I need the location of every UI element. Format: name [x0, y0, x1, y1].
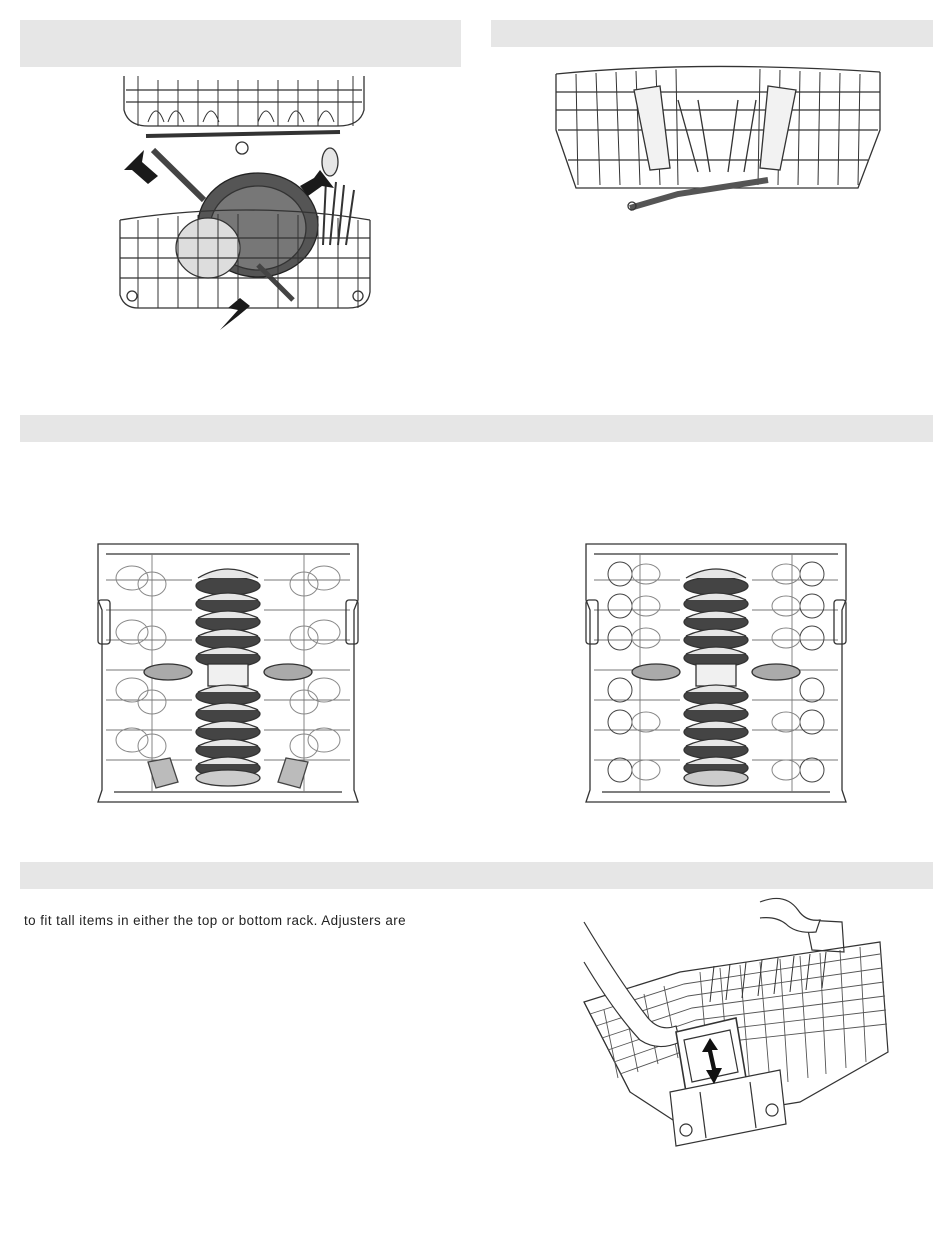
section-header-top-rack	[491, 20, 933, 47]
third-rack-pattern-a	[92, 540, 364, 810]
rack-adjuster-text: to fit tall items in either the top or bottom rack. Adjusters are	[24, 913, 407, 928]
bottom-rack-illustration	[108, 70, 388, 335]
rack-adjuster-illustration	[580, 892, 892, 1154]
section-header-loading-patterns	[20, 415, 933, 442]
section-header-rack-adjuster	[20, 862, 933, 889]
section-header-bottom-rack	[20, 20, 461, 67]
top-rack-illustration	[548, 60, 888, 218]
third-rack-pattern-b	[580, 540, 852, 810]
